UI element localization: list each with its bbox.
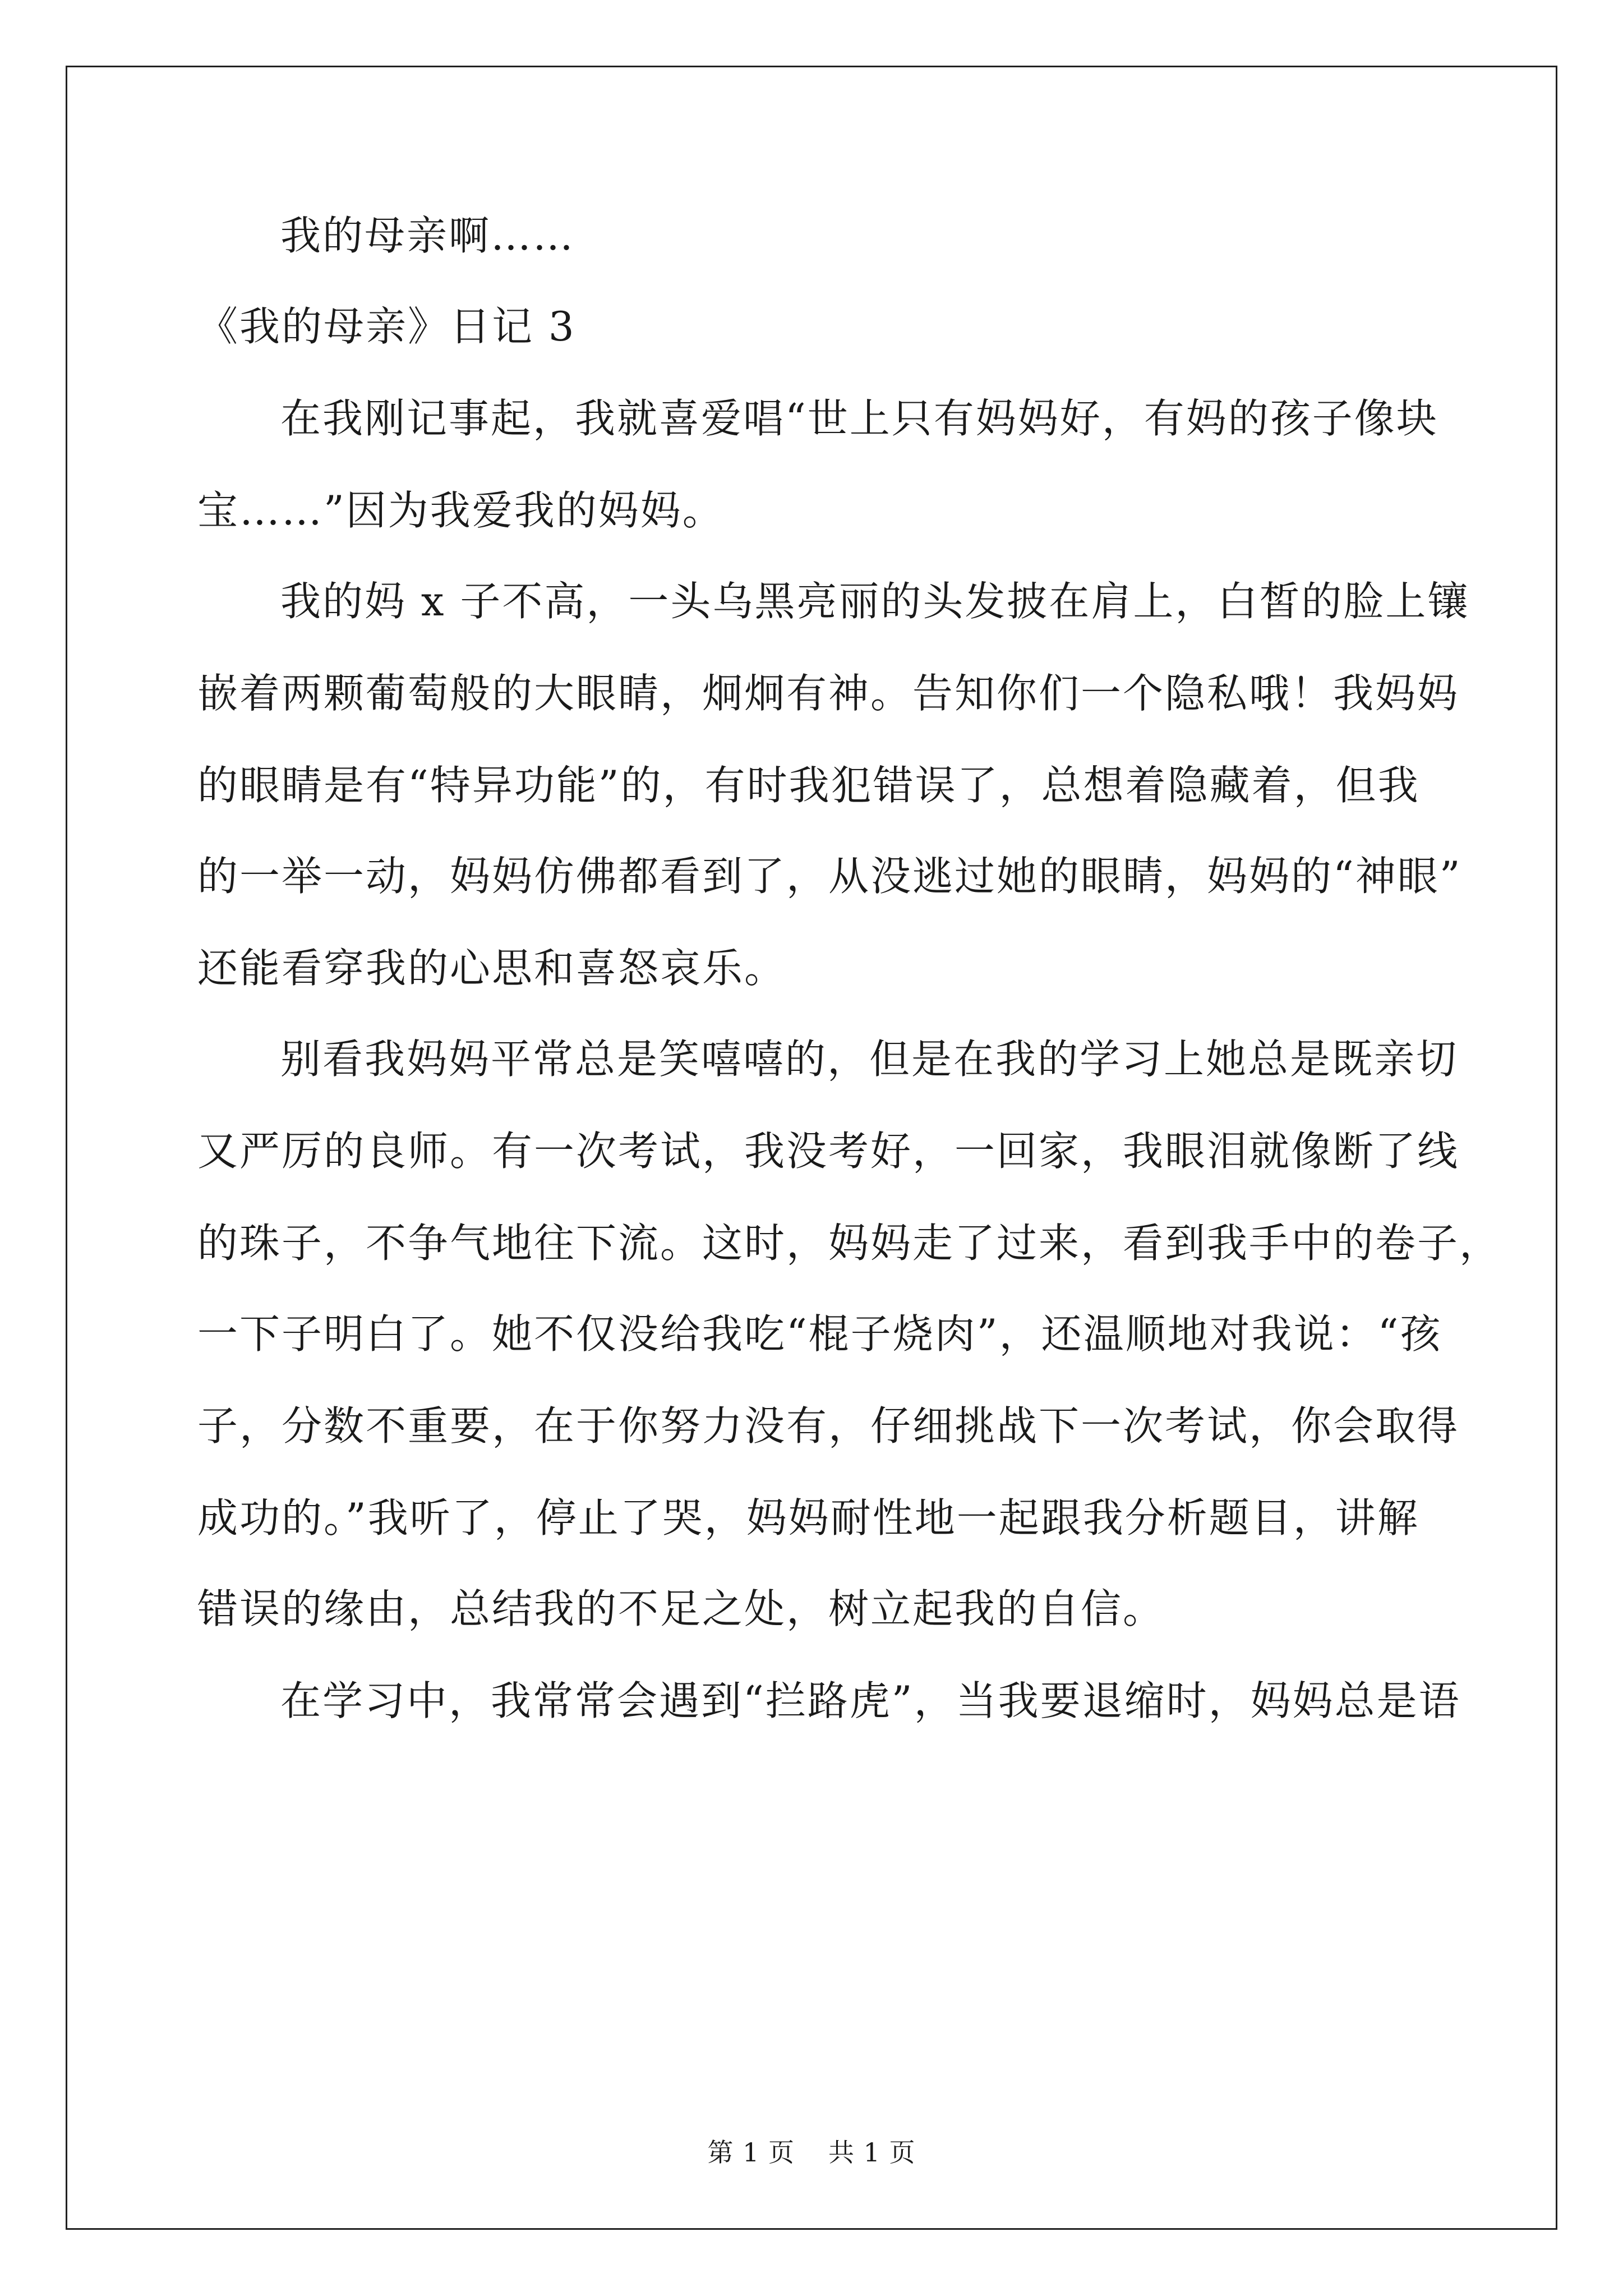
page-number-current: 第 1 页 — [707, 2137, 795, 2168]
paragraph-line: 的眼睛是有“特异功能”的，有时我犯错误了，总想着隐藏着，但我 — [197, 762, 1420, 809]
paragraph-line: 错误的缘由，总结我的不足之处，树立起我的自信。 — [197, 1585, 1165, 1632]
paragraph-line: 在学习中，我常常会遇到“拦路虎”，当我要退缩时，妈妈总是语 — [280, 1677, 1461, 1724]
paragraph-line: 的珠子，不争气地往下流。这时，妈妈走了过来，看到我手中的卷子， — [197, 1220, 1502, 1267]
paragraph-line: 宝……”因为我爱我的妈妈。 — [197, 487, 725, 534]
paragraph-line: 在我刚记事起，我就喜爱唱“世上只有妈妈好，有妈的孩子像块 — [280, 395, 1438, 442]
paragraph-line: 别看我妈妈平常总是笑嘻嘻的，但是在我的学习上她总是既亲切 — [280, 1036, 1459, 1083]
section-title: 《我的母亲》日记 3 — [197, 303, 576, 350]
paragraph-line: 一下子明白了。她不仅没给我吃“棍子烧肉”，还温顺地对我说：“孩 — [197, 1310, 1442, 1358]
paragraph-line: 还能看穿我的心思和喜怒哀乐。 — [197, 945, 787, 992]
paragraph-line: 子，分数不重要，在于你努力没有，仔细挑战下一次考试，你会取得 — [197, 1402, 1460, 1450]
paragraph-line: 的一举一动，妈妈仿佛都看到了，从没逃过她的眼睛，妈妈的“神眼” — [197, 853, 1462, 900]
paragraph-line: 我的母亲啊…… — [280, 212, 575, 259]
paragraph-line: 成功的。”我听了，停止了哭，妈妈耐性地一起跟我分析题目，讲解 — [197, 1494, 1419, 1542]
page-footer — [0, 2136, 1623, 2169]
paragraph-line: 嵌着两颗葡萄般的大眼睛，炯炯有神。告知你们一个隐私哦！我妈妈 — [197, 670, 1460, 717]
page-number-total: 共 1 页 — [828, 2137, 916, 2168]
paragraph-line: 我的妈 x 子不高，一头乌黑亮丽的头发披在肩上，白皙的脸上镶 — [280, 578, 1470, 625]
paragraph-line: 又严厉的良师。有一次考试，我没考好，一回家，我眼泪就像断了线 — [197, 1128, 1460, 1175]
